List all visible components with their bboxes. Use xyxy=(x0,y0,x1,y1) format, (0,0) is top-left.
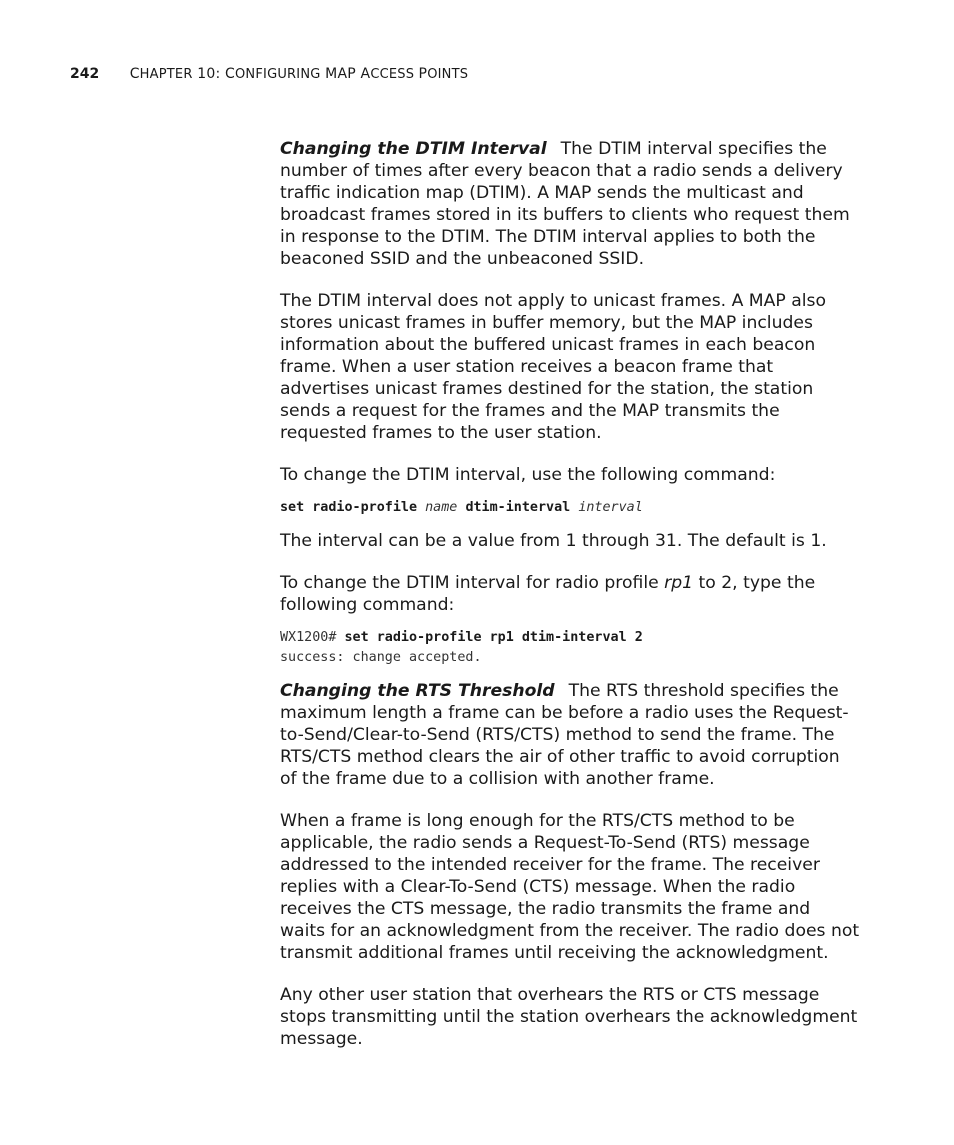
chapter-title: CHAPTER 10: CONFIGURING MAP ACCESS POINTS xyxy=(129,66,469,82)
example-command-line: WX1200# set radio-profile rp1 dtim-interval 2 xyxy=(280,630,643,645)
page-number: 242 xyxy=(70,66,100,82)
dtim-range-paragraph: The interval can be a value from 1 through 31. The default is 1. xyxy=(280,531,827,551)
dtim-command-syntax: set radio-profile name dtim-interval interval xyxy=(280,500,643,515)
dtim-unicast-paragraph: The DTIM interval does not apply to unicast frames. A MAP also stores unicast frames in buffer memory, but the MAP includes information about the buffered unicast frames in each beacon frame. When a user station receives a beacon frame that advertises unicast frames destined for the station, the station sends a request for the frames and the MAP transmits the requested frames to the user station. xyxy=(280,291,826,443)
dtim-command-intro: To change the DTIM interval, use the following command: xyxy=(280,465,776,485)
example-output-line: success: change accepted. xyxy=(280,650,482,665)
dtim-example-code xyxy=(280,628,860,668)
page-body xyxy=(280,138,860,1050)
dtim-section-heading: Changing the DTIM Interval xyxy=(280,139,547,159)
dtim-intro-paragraph: Changing the DTIM Interval The DTIM interval specifies the number of times after every beacon that a radio sends a delivery traffic indication map (DTIM). A MAP sends the multicast and broadcast frames stored in its buffers to clients who request them in response to the DTIM. The DTIM interval applies to both the beaconed SSID and the unbeaconed SSID. xyxy=(280,139,850,269)
running-header xyxy=(70,66,468,82)
dtim-example-intro: To change the DTIM interval for radio profile rp1 to 2, type the following command: xyxy=(280,573,816,615)
rts-overhear-paragraph: Any other user station that overhears the RTS or CTS message stops transmitting until the station overhears the acknowledgment message. xyxy=(280,985,858,1049)
rts-intro-paragraph: Changing the RTS Threshold The RTS threshold specifies the maximum length a frame can be before a radio uses the Request-to-Send/Clear-to-Send (RTS/CTS) method to send the frame. The RTS/CTS method clears the air of other traffic to avoid corruption of the frame due to a collision with another frame. xyxy=(280,681,849,789)
rts-method-paragraph: When a frame is long enough for the RTS/CTS method to be applicable, the radio sends a Request-To-Send (RTS) message addressed to the intended receiver for the frame. The receiver replies with a Clear-To-Send (CTS) message. When the radio receives the CTS message, the radio transmits the frame and waits for an acknowledgment from the receiver. The radio does not transmit additional frames until receiving the acknowledgment. xyxy=(280,811,860,963)
rts-section-heading: Changing the RTS Threshold xyxy=(280,681,555,701)
